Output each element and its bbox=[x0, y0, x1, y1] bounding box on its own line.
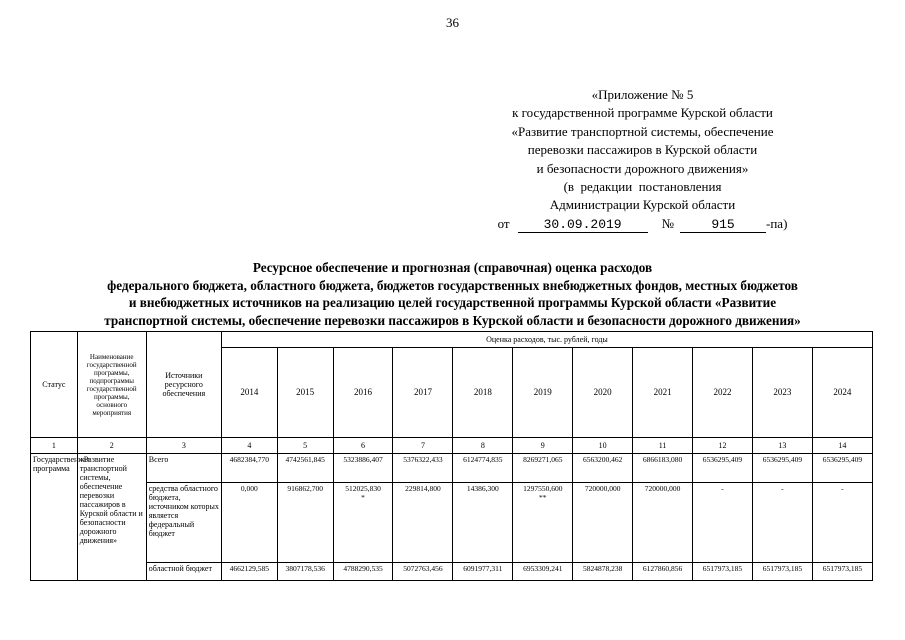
value-cell: 5824878,238 bbox=[573, 563, 633, 581]
header-program-name: Наименование государственной программы, подпрограммы государственной программы, основного мероприятия bbox=[77, 332, 146, 438]
value-text: 0,000 bbox=[240, 484, 258, 493]
header-year: 2016 bbox=[333, 348, 393, 438]
column-number: 12 bbox=[693, 438, 753, 454]
value-text: 512025,830 bbox=[345, 484, 381, 493]
appendix-header bbox=[470, 86, 815, 233]
status-cell: Государственная программа bbox=[31, 454, 78, 581]
value-cell bbox=[513, 483, 573, 563]
header-status: Статус bbox=[31, 332, 78, 438]
program-name-cell: «Развитие транспортной системы, обеспечение перевозки пассажиров в Курской области и безопасности дорожного движения» bbox=[77, 454, 146, 581]
number-label: № bbox=[661, 215, 675, 231]
value-cell bbox=[812, 483, 872, 563]
page-number: 36 bbox=[446, 15, 459, 30]
column-number: 7 bbox=[393, 438, 453, 454]
value-cell: 6517973,185 bbox=[752, 563, 812, 581]
value-text: 229814,800 bbox=[405, 484, 441, 493]
source-cell: областной бюджет bbox=[146, 563, 221, 581]
header-year: 2021 bbox=[633, 348, 693, 438]
header-year: 2019 bbox=[513, 348, 573, 438]
header-year: 2020 bbox=[573, 348, 633, 438]
column-number: 3 bbox=[146, 438, 221, 454]
from-label: от bbox=[497, 215, 510, 231]
value-cell: 6536295,409 bbox=[812, 454, 872, 483]
value-cell: 5323886,407 bbox=[333, 454, 393, 483]
column-number: 4 bbox=[221, 438, 277, 454]
value-cell bbox=[693, 483, 753, 563]
value-cell bbox=[277, 483, 333, 563]
value-cell: 4662129,585 bbox=[221, 563, 277, 581]
value-cell: 3807178,536 bbox=[277, 563, 333, 581]
value-cell: 5072763,456 bbox=[393, 563, 453, 581]
column-number: 1 bbox=[31, 438, 78, 454]
value-cell: 6124774,835 bbox=[453, 454, 513, 483]
value-cell: 6953309,241 bbox=[513, 563, 573, 581]
column-number: 5 bbox=[277, 438, 333, 454]
appendix-line: «Развитие транспортной системы, обеспечение bbox=[511, 123, 774, 139]
header-year: 2023 bbox=[752, 348, 812, 438]
column-number: 2 bbox=[77, 438, 146, 454]
resolution-date: 30.09.2019 bbox=[518, 217, 648, 233]
appendix-line: перевозки пассажиров в Курской области bbox=[527, 142, 758, 158]
value-cell: 4742561,845 bbox=[277, 454, 333, 483]
value-text: - bbox=[721, 484, 724, 493]
value-cell: 6517973,185 bbox=[693, 563, 753, 581]
title-line: федерального бюджета, областного бюджета, бюджетов государственных внебюджетных фондов, местных бюджетов bbox=[107, 277, 798, 293]
header-year: 2024 bbox=[812, 348, 872, 438]
value-text: 720000,000 bbox=[644, 484, 681, 493]
value-cell: 6563200,462 bbox=[573, 454, 633, 483]
title-line: и внебюджетных источников на реализацию целей государственной программы Курской области «Развитие bbox=[128, 295, 777, 310]
value-cell bbox=[633, 483, 693, 563]
footnote-mark: * bbox=[361, 493, 365, 502]
document-title bbox=[15, 259, 890, 329]
resolution-date-line bbox=[470, 215, 815, 233]
number-suffix: -па) bbox=[766, 215, 788, 231]
column-number: 10 bbox=[573, 438, 633, 454]
value-cell bbox=[752, 483, 812, 563]
footnote-mark: ** bbox=[539, 493, 547, 502]
column-number: 13 bbox=[752, 438, 812, 454]
value-cell bbox=[221, 483, 277, 563]
header-year: 2017 bbox=[393, 348, 453, 438]
value-cell: 6091977,311 bbox=[453, 563, 513, 581]
column-number: 11 bbox=[633, 438, 693, 454]
value-cell bbox=[453, 483, 513, 563]
value-cell bbox=[573, 483, 633, 563]
source-cell: Всего bbox=[146, 454, 221, 483]
value-cell: 4788290,535 bbox=[333, 563, 393, 581]
title-line: транспортной системы, обеспечение перевозки пассажиров в Курской области и безопасности дорожного движения» bbox=[104, 312, 801, 328]
value-cell: 6866183,080 bbox=[633, 454, 693, 483]
header-estimate: Оценка расходов, тыс. рублей, годы bbox=[221, 332, 872, 348]
value-cell: 6127860,856 bbox=[633, 563, 693, 581]
value-cell: 6536295,409 bbox=[693, 454, 753, 483]
resolution-number: 915 bbox=[680, 217, 766, 233]
column-number: 9 bbox=[513, 438, 573, 454]
title-line: Ресурсное обеспечение и прогнозная (справочная) оценка расходов bbox=[252, 260, 653, 275]
budget-table bbox=[30, 331, 873, 581]
value-cell: 8269271,065 bbox=[513, 454, 573, 483]
appendix-line: Администрации Курской области bbox=[549, 197, 736, 213]
source-cell: средства областного бюджета, источником которых является федеральный бюджет bbox=[146, 483, 221, 563]
header-year: 2022 bbox=[693, 348, 753, 438]
header-year: 2015 bbox=[277, 348, 333, 438]
value-cell bbox=[393, 483, 453, 563]
value-text: 720000,000 bbox=[584, 484, 621, 493]
value-text: - bbox=[841, 484, 844, 493]
header-year: 2018 bbox=[453, 348, 513, 438]
header-sources: Источники ресурсного обеспечения bbox=[146, 332, 221, 438]
column-number: 8 bbox=[453, 438, 513, 454]
appendix-line: и безопасности дорожного движения» bbox=[536, 160, 749, 176]
value-cell: 4682384,770 bbox=[221, 454, 277, 483]
value-cell: 6536295,409 bbox=[752, 454, 812, 483]
value-cell: 6517973,185 bbox=[812, 563, 872, 581]
value-cell bbox=[333, 483, 393, 563]
value-text: 1297550,600 bbox=[523, 484, 563, 493]
appendix-line: к государственной программе Курской области bbox=[512, 105, 773, 121]
header-year: 2014 bbox=[221, 348, 277, 438]
value-text: 14386,300 bbox=[466, 484, 499, 493]
appendix-line: (в редакции постановления bbox=[563, 179, 722, 195]
column-number: 6 bbox=[333, 438, 393, 454]
value-text: 916862,700 bbox=[287, 484, 323, 493]
value-text: - bbox=[781, 484, 784, 493]
appendix-line: «Приложение № 5 bbox=[591, 87, 694, 102]
column-number: 14 bbox=[812, 438, 872, 454]
value-cell: 5376322,433 bbox=[393, 454, 453, 483]
